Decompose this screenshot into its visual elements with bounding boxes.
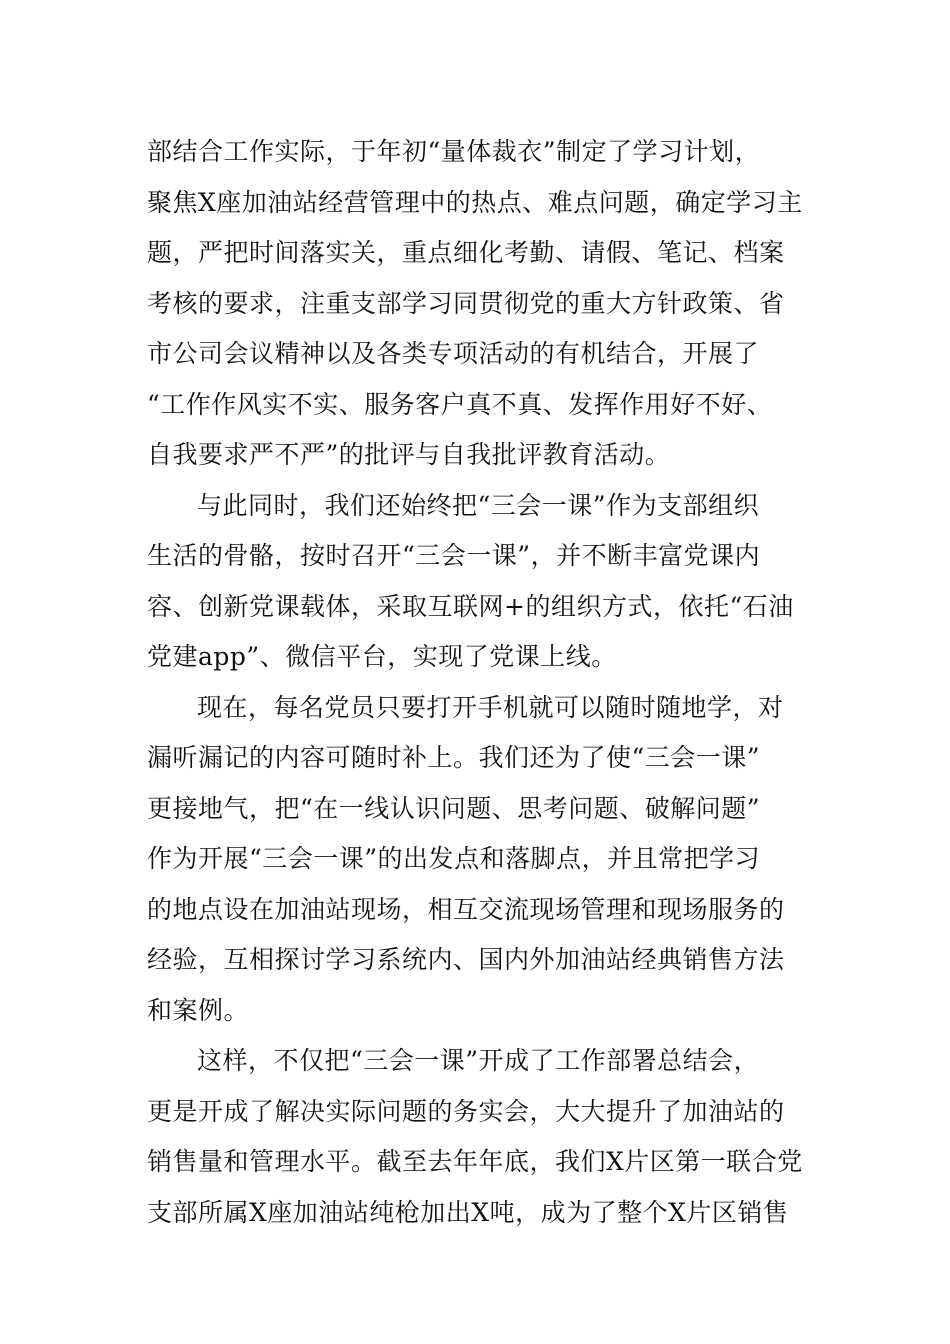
text-line: 作为开展“三会一课”的出发点和落脚点，并且常把学习 <box>147 844 761 873</box>
text-line: 现在，每名党员只要打开手机就可以随时随地学，对 <box>197 692 784 722</box>
text-line: 支部所属X座加油站纯枪加出X吨，成为了整个X片区销售 <box>147 1197 789 1227</box>
text-line: 更接地气，把“在一线认识问题、思考问题、破解问题” <box>147 793 761 823</box>
text-line: 更是开成了解决实际问题的务实会，大大提升了加油站的 <box>147 1096 785 1126</box>
text-line: 题，严把时间落实关，重点细化考勤、请假、笔记、档案 <box>147 238 785 267</box>
text-line: 和案例。 <box>147 995 250 1025</box>
document-body <box>147 127 803 1238</box>
text-line: 的地点设在加油站现场，相互交流现场管理和现场服务的 <box>147 894 785 924</box>
paragraph-4 <box>147 1036 803 1238</box>
text-line: 生活的骨骼，按时召开“三会一课”，并不断丰富党课内 <box>147 541 761 570</box>
paragraph-3 <box>147 683 803 1037</box>
text-line: 销售量和管理水平。截至去年年底，我们X片区第一联合党 <box>147 1147 803 1176</box>
text-line: 考核的要求，注重支部学习同贯彻党的重大方针政策、省 <box>147 288 785 318</box>
paragraph-2 <box>147 481 803 683</box>
text-line: “工作作风实不实、服务客户真不真、发挥作用好不好、 <box>147 389 773 419</box>
text-line: 自我要求严不严”的批评与自我批评教育活动。 <box>147 440 671 469</box>
text-line: 容、创新党课载体，采取互联网+的组织方式，依托“石油 <box>147 591 794 621</box>
text-line: 与此同时，我们还始终把“三会一课”作为支部组织 <box>197 490 760 520</box>
text-line: 这样，不仅把“三会一课”开成了工作部署总结会， <box>197 1046 760 1075</box>
text-line: 市公司会议精神以及各类专项活动的有机结合，开展了 <box>147 339 760 368</box>
text-line: 部结合工作实际，于年初“量体裁衣”制定了学习计划， <box>147 137 761 166</box>
text-line: 聚焦X座加油站经营管理中的热点、难点问题，确定学习主 <box>147 187 803 217</box>
paragraph-1 <box>147 127 803 481</box>
text-line: 经验，互相探讨学习系统内、国内外加油站经典销售方法 <box>147 945 785 974</box>
text-line: 党建app”、微信平台，实现了党课上线。 <box>147 642 617 671</box>
text-line: 漏听漏记的内容可随时补上。我们还为了使“三会一课” <box>147 743 761 772</box>
